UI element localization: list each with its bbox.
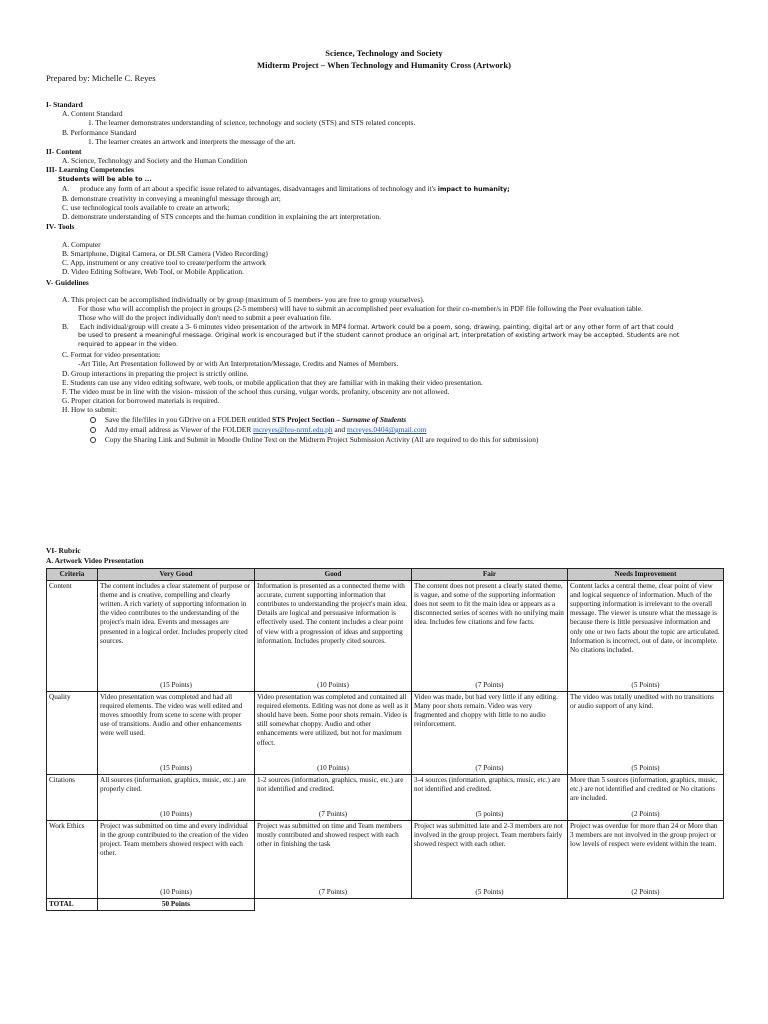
rubric-description: Project was overdue for more than 24 or More than 3 members are not involved in the group project or low levels of respect were evident within the team. [570, 822, 718, 849]
total-label: TOTAL [47, 899, 98, 911]
rubric-row [47, 821, 724, 899]
rubric-cell [255, 821, 412, 899]
column-header: Very Good [98, 569, 255, 581]
document-title: Science, Technology and Society [325, 48, 443, 58]
rubric-cell [98, 821, 255, 899]
rubric-description: Video presentation was completed and contained all required elements. Editing was not done as well as it should have been. Some poor shots remain. Video is still somewhat choppy. Audio and other enhancements were utilized, but not for maximum effect. [257, 693, 409, 747]
guideline-b-line2: be used to present a meaningful message. Original work is encouraged but if the student cannot produce an original art, interpretation of existing artwork may be accepted. Students are not [78, 332, 680, 339]
rubric-points: (5 Points) [631, 681, 660, 689]
criteria-cell: Content [47, 581, 98, 692]
competency-a-text: produce any form of art about a specific issue related to advantages, disadvantages and limitations of technology and it's [80, 184, 436, 193]
rubric-cell-content [100, 693, 252, 773]
rubric-points: (7 Points) [475, 681, 504, 689]
rubric-cell-content [257, 822, 409, 897]
tool-d: D. Video Editing Software, Web Tool, or Mobile Application. [62, 267, 244, 276]
rubric-cell-content [414, 582, 565, 690]
rubric-points: (5 Points) [631, 764, 660, 772]
rubric-row [47, 581, 724, 692]
submit-step-2-and: and [334, 425, 346, 434]
submit-step-3 [90, 435, 538, 444]
rubric-points: (15 Points) [160, 764, 192, 772]
rubric-cell-content [257, 776, 409, 819]
rubric-points: (10 Points) [317, 681, 349, 689]
rubric-cell [98, 581, 255, 692]
rubric-description: Project was submitted on time and every individual in the group contributed to the creation of the video project. Team members showed respect with each other. [100, 822, 249, 858]
rubric-points: (5 Points) [475, 888, 504, 896]
guideline-c-line2: -Art Title, Art Presentation followed by or with Art Interpretation/Message, Credits and Names of Members. [78, 359, 399, 368]
rubric-description: Content lacks a central theme, clear point of view and logical sequence of information. Much of the supporting information is irrelevant to the overall message. The viewer is unsure what the message is because there is little persuasive information and only one or two facts about the topic are articulated. Information is incorrect, out of date, or incomplete. No citations included. [570, 582, 720, 654]
rubric-cell-content [100, 582, 252, 690]
empty-cell [255, 899, 412, 911]
content-item: A. Science, Technology and Society and the Human Condition [62, 156, 248, 165]
bullet-circle-icon [90, 427, 96, 433]
email-link-school[interactable]: mcreyes@feu-nrmf.edu.ph [253, 425, 333, 434]
tools-heading: IV- Tools [46, 222, 75, 231]
submit-step-1-bold: STS Project Section – [271, 415, 341, 424]
rubric-points: (10 Points) [160, 810, 192, 818]
empty-cell [412, 899, 568, 911]
column-header: Criteria [47, 569, 98, 581]
rubric-cell-content [570, 693, 721, 773]
rubric-cell [412, 821, 568, 899]
rubric-description: 1-2 sources (information, graphics, music, etc.) are not identified and credited. [257, 776, 404, 794]
rubric-cell-content [570, 582, 721, 690]
rubric-cell [255, 775, 412, 821]
competency-a-tail: impact to humanity; [437, 186, 510, 193]
criteria-cell: Work Ethics [47, 821, 98, 899]
column-header: Needs Improvement [568, 569, 724, 581]
rubric-points: (7 Points) [318, 888, 348, 896]
rubric-cell [255, 581, 412, 692]
guideline-d: D. Group interactions in preparing the project is strictly online. [62, 369, 249, 378]
rubric-cell [98, 692, 255, 775]
guidelines-heading: V- Guidelines [46, 278, 89, 287]
submit-step-1-surname: Surname of Students [342, 415, 407, 424]
rubric-cell-content [570, 776, 721, 819]
guideline-e: E. Students can use any video editing software, web tools, or mobile application that they are familiar with in making their video presentation. [62, 378, 483, 387]
rubric-points: (15 Points) [160, 681, 192, 689]
rubric-cell-content [257, 693, 409, 773]
rubric-cell [412, 581, 568, 692]
rubric-description: Project was submitted late and 2-3 members are not involved in the group project. Team members fairly showed respect with each other. [414, 822, 563, 849]
rubric-description: All sources (information, graphics, music, etc.) are properly cited. [100, 776, 247, 794]
competency-c: C. use technological tools available to create an artwork; [62, 203, 230, 212]
rubric-header-row [47, 569, 724, 581]
guideline-b-tail: Artwork could be a poem, song, drawing, painting, digital art or any other form of art that could [371, 324, 674, 331]
rubric-cell [255, 692, 412, 775]
rubric-cell-content [570, 822, 721, 897]
rubric-description: The content does not present a clearly stated theme, is vague, and some of the supporting information does not seem to fit the main idea or appears as a disconnected series of scenes with no unifying main idea. Includes few citations and few facts. [414, 582, 564, 627]
competency-d: D. demonstrate understanding of STS concepts and the human condition in explaining the art interpretation. [62, 212, 381, 221]
rubric-cell-content [100, 776, 252, 819]
rubric-description: 3-4 sources (information, graphics, music, etc.) are not identified and credited. [414, 776, 561, 794]
rubric-description: Video presentation was completed and had all required elements. The video was well edited and moves smoothly from scene to scene with proper use of transitions. Audio and other enhancements were well used. [100, 693, 243, 738]
rubric-points: (5 points) [475, 810, 504, 818]
rubric-table [46, 568, 724, 911]
criteria-cell: Quality [47, 692, 98, 775]
guideline-b-letter: B. [62, 322, 69, 331]
column-header: Fair [412, 569, 568, 581]
tool-b: B. Smartphone, Digital Camera, or DLSR Camera (Video Recording) [62, 249, 268, 258]
rubric-cell [98, 775, 255, 821]
tool-c: C. App, instrument or any creative tool to create/perform the artwork [62, 258, 266, 267]
competency-a [62, 184, 510, 194]
email-link-gmail[interactable]: mcreyes.0404@gmail.com [346, 425, 427, 434]
competency-a-letter: A. [62, 184, 70, 193]
guideline-b-text: Each individual/group will create a 3- 6 minutes video presentation of the artwork in MP4 format. [79, 322, 370, 331]
submit-step-2-text: Add my email address as Viewer of the FOLDER [104, 425, 252, 434]
rubric-cell [568, 581, 724, 692]
rubric-row [47, 775, 724, 821]
rubric-points: (10 Points) [317, 764, 349, 772]
rubric-points: (2 Points) [631, 888, 660, 896]
submit-step-2 [90, 425, 426, 434]
rubric-cell [568, 821, 724, 899]
rubric-description: Project was submitted on time and Team members mostly contributed and showed respect with each other in finishing the task [257, 822, 402, 849]
rubric-points: (10 Points) [160, 888, 192, 896]
guideline-a-line2: For those who will accomplish the project in groups (2-5 members) will have to submit an accomplished peer evaluation for their co-member/s in PDF file following the Peer evaluation table. [78, 304, 643, 313]
rubric-cell [412, 692, 568, 775]
performance-standard: B. Performance Standard [62, 128, 137, 137]
rubric-points: (7 Points) [318, 810, 348, 818]
guideline-g: G. Proper citation for borrowed materials is required. [62, 396, 220, 405]
rubric-cell [568, 775, 724, 821]
guideline-a-line1: A. This project can be accomplished individually or by group (maximum of 5 members- you are free to group yourselves). [62, 295, 425, 304]
rubric-cell-content [257, 582, 409, 690]
guideline-c-line1: C. Format for video presentation: [62, 350, 161, 359]
standard-heading: I- Standard [46, 100, 83, 109]
rubric-cell [412, 775, 568, 821]
prepared-by: Prepared by: Michelle C. Reyes [46, 73, 156, 83]
criteria-cell: Citations [47, 775, 98, 821]
bullet-circle-icon [90, 437, 96, 443]
competencies-heading: III- Learning Competencies [46, 165, 134, 174]
content-standard: A. Content Standard [62, 109, 123, 118]
rubric-description: The video was totally unedited with no transitions or audio support of any kind. [570, 693, 714, 711]
rubric-description: The content includes a clear statement of purpose or theme and is creative, compelling and clearly written. A rich variety of supporting information in the video contributes to the understanding of the project's main idea. Events and messages are presented in a logical order. Includes properly cited sources. [100, 582, 251, 645]
column-header: Good [255, 569, 412, 581]
empty-cell [568, 899, 724, 911]
rubric-cell [568, 692, 724, 775]
rubric-points: (2 Points) [631, 810, 660, 818]
guideline-h: H. How to submit: [62, 405, 118, 414]
guideline-a-line3: Those who will do the project individually don't need to submit a peer evaluation file. [78, 313, 332, 322]
rubric-cell-content [414, 776, 565, 819]
guideline-f: F. The video must be in line with the vision- mission of the school thus cursing, vulgar words, profanity, obscenity are not allowed. [62, 387, 450, 396]
rubric-description: More than 5 sources (information, graphics, music, etc.) are not identified and credited or No citations are included. [570, 776, 718, 803]
rubric-points: (7 Points) [475, 764, 504, 772]
competency-b: B. demonstrate creativity in conveying a meaningful message through art; [62, 194, 281, 203]
rubric-heading: VI- Rubric [46, 546, 81, 555]
rubric-description: Video was made, but had very little if any editing. Many poor shots remain. Video was very fragmented and choppy with little to no audio reinforcement. [414, 693, 558, 729]
submit-step-1 [90, 415, 406, 424]
competencies-intro: Students will be able to ... [58, 176, 152, 183]
document-subtitle: Midterm Project – When Technology and Humanity Cross (Artwork) [257, 60, 511, 70]
performance-standard-item: 1. The learner creates an artwork and interprets the message of the art. [88, 137, 296, 146]
rubric-row [47, 692, 724, 775]
rubric-cell-content [414, 822, 565, 897]
rubric-cell-content [414, 693, 565, 773]
total-value: 50 Points [98, 899, 255, 911]
tool-a: A. Computer [62, 240, 101, 249]
rubric-total-row [47, 899, 724, 911]
rubric-subheading: A. Artwork Video Presentation [46, 556, 144, 565]
submit-step-3-text: Copy the Sharing Link and Submit in Moodle Online Text on the Midterm Project Submission Activity (All are required to do this for submission) [104, 435, 539, 444]
rubric-cell-content [100, 822, 252, 897]
guideline-b-line3: required to appear in the video. [78, 341, 179, 348]
rubric-description: Information is presented as a connected theme with accurate, current supporting information that contributes to understanding the project's main idea. Details are logical and persuasive information is effectively used. The content includes a clear point of view with a progression of ideas and supporting information. Includes properly cited sources. [257, 582, 407, 645]
content-heading: II- Content [46, 147, 82, 156]
content-standard-item: 1. The learner demonstrates understanding of science, technology and society (STS) and STS related concepts. [88, 118, 416, 127]
bullet-circle-icon [90, 417, 96, 423]
submit-step-1-text: Save the file/files in you GDrive on a FOLDER entitled [104, 415, 271, 424]
